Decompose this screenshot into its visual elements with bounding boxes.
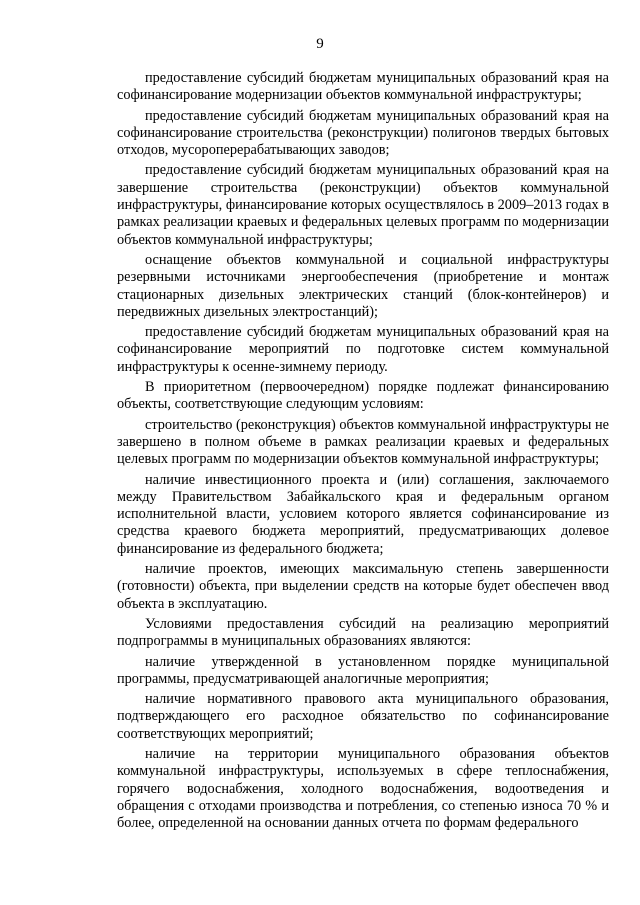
paragraph-condition-program: наличие утвержденной в установленном порядке муниципальной программы, предусматривающей аналогичные мероприятия; <box>117 653 609 687</box>
body-text <box>117 70 609 835</box>
paragraph-subsidy-modernization: предоставление субсидий бюджетам муниципальных образований края на софинансирование модернизации объектов коммунальной инфраструктуры; <box>117 70 609 104</box>
paragraph-priority-investment: наличие инвестиционного проекта и (или) соглашения, заключаемого между Правительством Забайкальского края и федеральным органом исполнительной власти, условием которого является софинансирование из средства краевого бюджета мероприятий, предусматривающих долевое финансирование из федерального бюджета; <box>117 471 609 557</box>
paragraph-priority-unfinished: строительство (реконструкция) объектов коммунальной инфраструктуры не завершено в полном объеме в рамках реализации краевых и федеральных целевых программ по модернизации объектов коммунальной инфраструктуры; <box>117 416 609 468</box>
paragraph-backup-power: оснащение объектов коммунальной и социальной инфраструктуры резервными источниками энергообеспечения (приобретение и монтаж стационарных дизельных электрических станций (блок-контейнеров) и передвижных дизельных электростанций); <box>117 251 609 320</box>
paragraph-priority-readiness: наличие проектов, имеющих максимальную степень завершенности (готовности) объекта, при выделении средств на которые будет обеспечен ввод объекта в эксплуатацию. <box>117 561 609 612</box>
paragraph-priority-intro: В приоритетном (первоочередном) порядке подлежат финансированию объекты, соответствующие следующим условиям: <box>117 379 609 413</box>
paragraph-subsidy-winter-prep: предоставление субсидий бюджетам муниципальных образований края на софинансирование мероприятий по подготовке систем коммунальной инфраструктуры к осенне-зимнему периоду. <box>117 324 609 375</box>
paragraph-condition-wear: наличие на территории муниципального образования объектов коммунальной инфраструктуры, используемых в сфере теплоснабжения, горячего водоснабжения, холодного водоснабжения, водоотведения и обращения с отходами производства и потребления, со степенью износа 70 % и более, определенной на основании данных отчета по формам федерального <box>117 745 609 832</box>
page-number: 9 <box>316 36 324 52</box>
paragraph-subsidy-landfills: предоставление субсидий бюджетам муниципальных образований края на софинансирование строительства (реконструкции) полигонов твердых бытовых отходов, мусороперерабатывающих заводов; <box>117 107 609 159</box>
paragraph-subsidy-completion: предоставление субсидий бюджетам муниципальных образований края на завершение строительства (реконструкции) объектов коммунальной инфраструктуры, финансирование которых осуществлялось в 2009–2013 годах в рамках реализации краевых и федеральных целевых программ по модернизации объектов коммунальной инфраструктуры; <box>117 162 609 248</box>
paragraph-condition-legal-act: наличие нормативного правового акта муниципального образования, подтверждающего его расходное обязательство по софинансирование соответствующих мероприятий; <box>117 691 609 742</box>
paragraph-conditions-intro: Условиями предоставления субсидий на реализацию мероприятий подпрограммы в муниципальных образованиях являются: <box>117 615 609 650</box>
